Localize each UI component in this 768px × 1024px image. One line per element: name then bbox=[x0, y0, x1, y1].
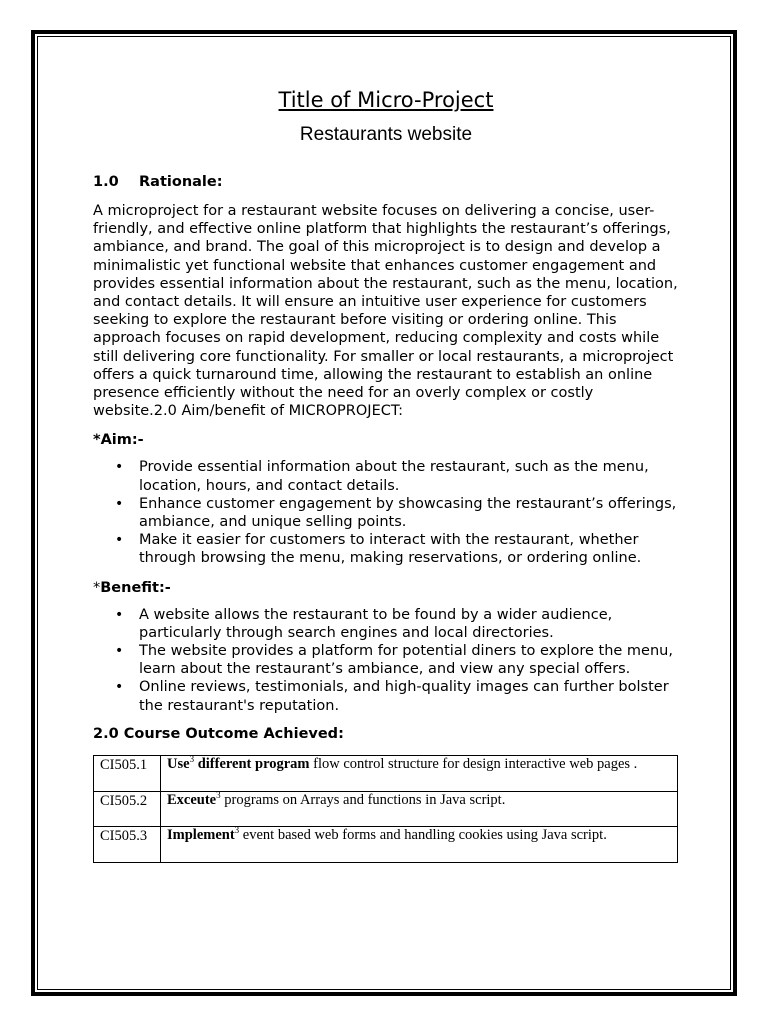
rationale-heading bbox=[93, 172, 679, 192]
outcome-code: CI505.3 bbox=[94, 826, 161, 862]
benefit-prefix: * bbox=[93, 579, 101, 596]
bullet-icon: • bbox=[115, 606, 124, 623]
rationale-label: Rationale: bbox=[139, 174, 223, 190]
list-item: • The website provides a platform for potential diners to explore the menu, learn about the restaurant’s ambiance, and view any special offers. bbox=[115, 643, 673, 678]
document-subtitle: Restaurants website bbox=[299, 124, 473, 145]
rationale-paragraph: A microproject for a restaurant website focuses on delivering a concise, user-friendly, and effective online platform that highlights the restaurant’s offerings, ambiance, and brand. The goal of this microproject is to design and develop a minimalistic yet functional website that enhances customer engagement and provides essential information about the restaurant, such as the menu, location, and contact details. It will ensure an intuitive user experience for customers seeking to explore the restaurant before visiting or ordering online. This approach focuses on rapid development, reducing complexity and costs while still delivering core functionality. For smaller or local restaurants, a microproject offers a quick turnaround time, allowing the restaurant to establish an online presence efficiently without the need for an overly complex or costly website.2.0 Aim/benefit of MICROPROJECT: bbox=[93, 203, 678, 420]
bullet-icon: • bbox=[115, 532, 124, 549]
bullet-icon: • bbox=[115, 679, 124, 696]
aim-list bbox=[93, 458, 679, 567]
table-row bbox=[94, 755, 678, 791]
list-item: • Provide essential information about the restaurant, such as the menu, location, hours, and contact details. bbox=[115, 459, 649, 494]
outcome-code: CI505.2 bbox=[94, 791, 161, 826]
benefit-heading bbox=[93, 578, 679, 598]
aim-heading: *Aim:- bbox=[93, 432, 144, 449]
bullet-icon: • bbox=[115, 495, 124, 512]
benefit-label: Benefit:- bbox=[100, 579, 171, 596]
table-row bbox=[94, 791, 678, 826]
outcome-heading: 2.0 Course Outcome Achieved: bbox=[93, 725, 344, 742]
outcome-description: Exceute$^3$ programs on Arrays and functions in Java script. bbox=[161, 791, 678, 826]
list-item: • Make it easier for customers to interact with the restaurant, whether through browsing the menu, making reservations, or ordering online. bbox=[115, 532, 642, 567]
bullet-icon: • bbox=[115, 643, 124, 660]
document-title: Title of Micro-Project bbox=[278, 88, 494, 112]
outcome-description: Use$^3$ different program flow control structure for design interactive web pages . bbox=[161, 755, 678, 791]
table-row bbox=[94, 826, 678, 862]
outcome-code: CI505.1 bbox=[94, 755, 161, 791]
list-item: • Online reviews, testimonials, and high-quality images can further bolster the restaurant's reputation. bbox=[115, 679, 669, 714]
rationale-number: 1.0 bbox=[93, 174, 119, 190]
bullet-icon: • bbox=[115, 459, 124, 476]
document-body bbox=[93, 86, 679, 863]
benefit-list bbox=[93, 606, 679, 715]
list-item: • Enhance customer engagement by showcasing the restaurant’s offerings, ambiance, and unique selling points. bbox=[115, 495, 677, 531]
outcome-table bbox=[93, 755, 678, 863]
list-item: • A website allows the restaurant to be found by a wider audience, particularly through search engines and local directories. bbox=[115, 606, 613, 641]
outcome-description: Implement$^3$ event based web forms and handling cookies using Java script. bbox=[161, 826, 678, 862]
